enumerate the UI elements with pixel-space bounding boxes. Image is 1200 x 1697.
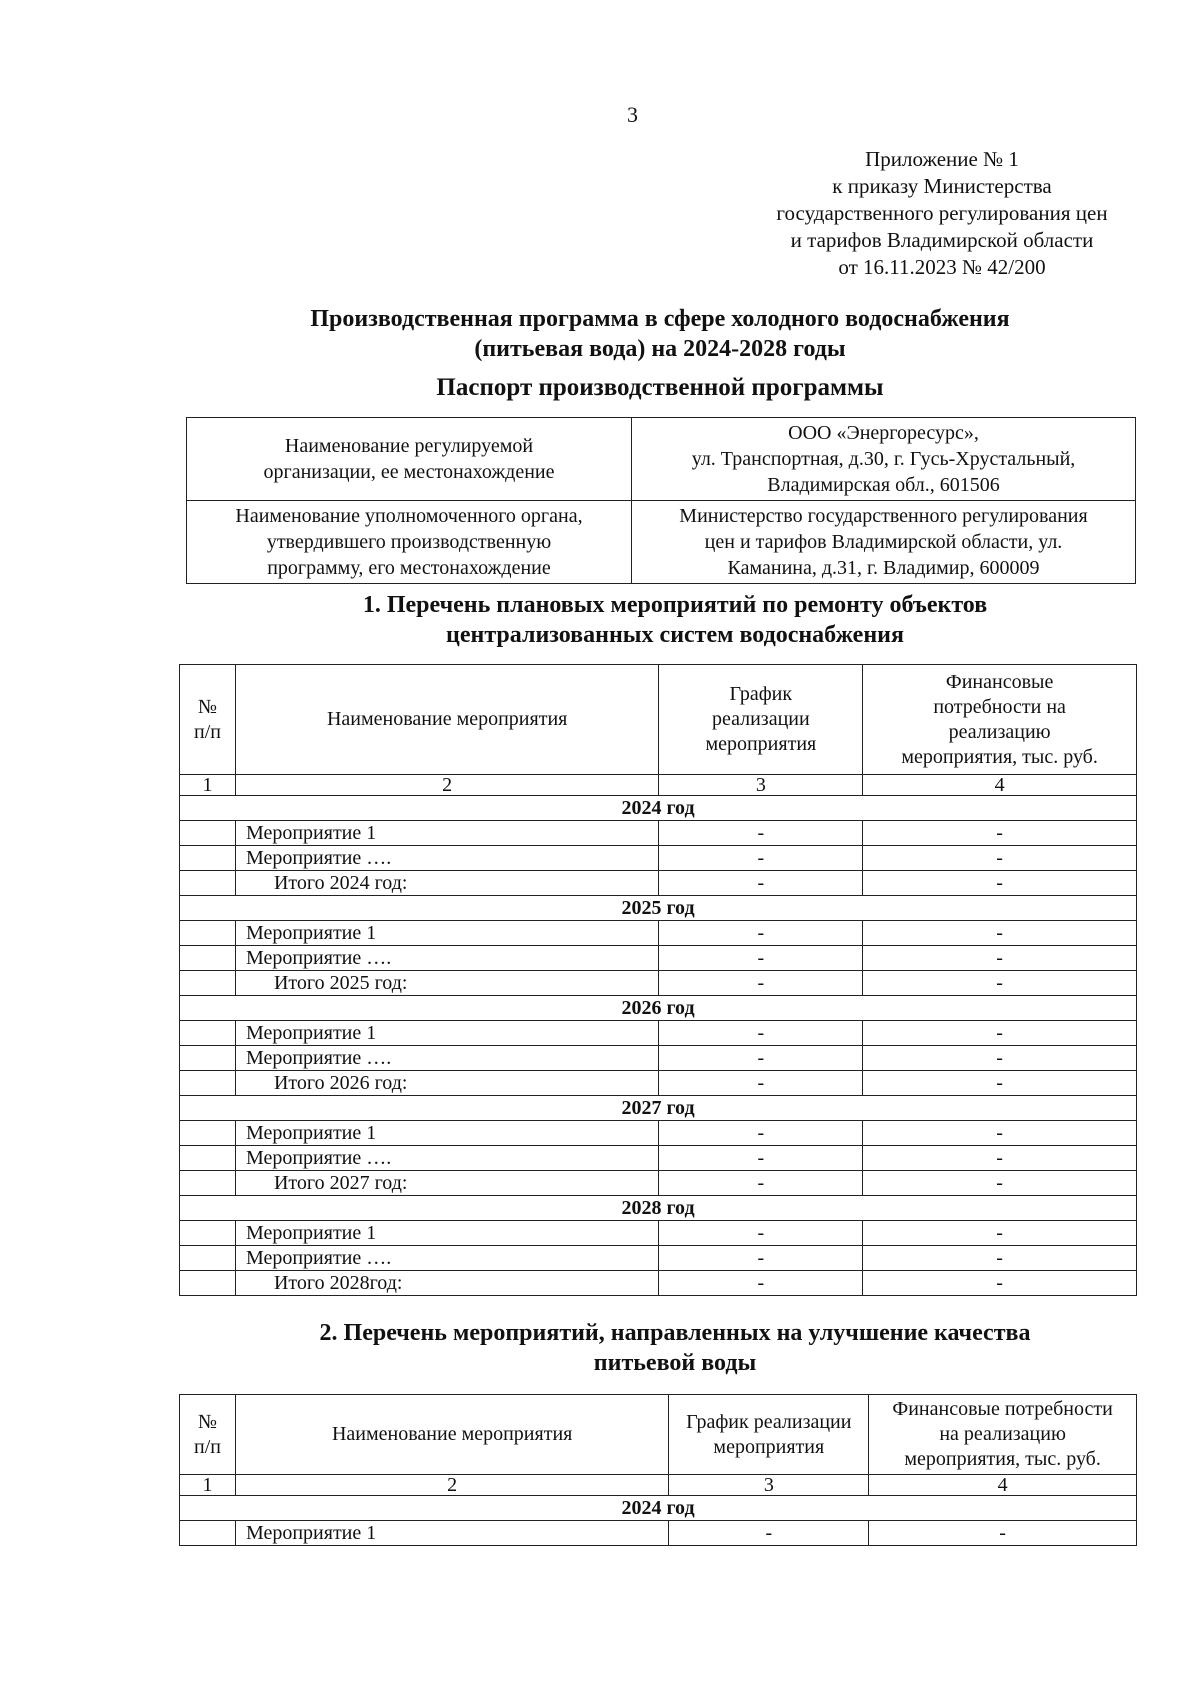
col-number: 4	[863, 775, 1137, 796]
total-finance: -	[863, 871, 1137, 896]
total-label: Итого 2024 год:	[235, 871, 658, 896]
year-heading: 2024 год	[180, 1496, 1137, 1521]
finance-value: -	[863, 1021, 1137, 1046]
cell-line: Каманина, д.31, г. Владимир, 600009	[727, 557, 1040, 579]
table-row	[180, 1021, 1137, 1046]
cell-line: Министерство государственного регулирования	[679, 505, 1088, 527]
passport-label-cell	[187, 418, 632, 501]
table-row	[180, 1146, 1137, 1171]
finance-value: -	[863, 1046, 1137, 1071]
col-number: 2	[235, 1475, 668, 1496]
activity-name: Мероприятие 1	[235, 821, 658, 846]
schedule-value: -	[659, 921, 863, 946]
cell-line: Наименование регулируемой	[284, 435, 534, 457]
section-title-line: централизованных систем водоснабжения	[446, 622, 904, 648]
row-number-cell	[180, 946, 236, 971]
col-number: 1	[180, 1475, 236, 1496]
year-row	[180, 896, 1137, 921]
cell-line: №	[197, 695, 218, 718]
year-heading: 2025 год	[180, 896, 1137, 921]
finance-value: -	[863, 1246, 1137, 1271]
total-label: Итого 2028год:	[235, 1271, 658, 1296]
table-row	[180, 1121, 1137, 1146]
table-row	[180, 946, 1137, 971]
cell-line: потребности на	[933, 695, 1066, 718]
cell-line: ООО «Энергоресурс»,	[788, 422, 979, 444]
cell-line: утвердившего производственную	[266, 531, 552, 553]
appendix-line: Приложение № 1	[865, 147, 1019, 171]
col-number: 1	[180, 775, 236, 796]
activity-name: Мероприятие 1	[235, 1521, 668, 1546]
row-number-cell	[180, 1146, 236, 1171]
finance-value: -	[869, 1521, 1137, 1546]
cell-line: №	[197, 1410, 218, 1433]
table-row	[180, 1521, 1137, 1546]
total-schedule: -	[659, 1171, 863, 1196]
header-finance	[869, 1395, 1137, 1475]
total-label: Итого 2026 год:	[235, 1071, 658, 1096]
finance-value: -	[863, 846, 1137, 871]
year-row	[180, 1096, 1137, 1121]
row-number-cell	[180, 1246, 236, 1271]
cell-line: цен и тарифов Владимирской области, ул.	[704, 531, 1063, 553]
page-number: 3	[627, 102, 638, 127]
schedule-value: -	[659, 1221, 863, 1246]
table-row	[180, 1246, 1137, 1271]
schedule-value: -	[659, 1021, 863, 1046]
cell-line: мероприятия, тыс. руб.	[901, 745, 1098, 768]
year-heading: 2028 год	[180, 1196, 1137, 1221]
activity-name: Мероприятие 1	[235, 921, 658, 946]
row-number-cell	[180, 1021, 236, 1046]
schedule-value: -	[659, 1246, 863, 1271]
row-number-cell	[180, 1121, 236, 1146]
activity-name: Мероприятие 1	[235, 1021, 658, 1046]
cell-line: программу, его местонахождение	[267, 557, 551, 579]
cell-line: Владимирская обл., 601506	[767, 474, 1000, 496]
table-row	[180, 921, 1137, 946]
total-label: Итого 2027 год:	[235, 1171, 658, 1196]
year-row	[180, 1196, 1137, 1221]
row-number-cell	[180, 871, 236, 896]
total-row	[180, 1071, 1137, 1096]
cell-line: График реализации	[686, 1410, 852, 1433]
activity-name: Мероприятие ….	[235, 1146, 658, 1171]
total-finance: -	[863, 1171, 1137, 1196]
table-header-row	[180, 1395, 1137, 1475]
header-finance	[863, 665, 1137, 775]
table-row	[180, 846, 1137, 871]
cell-line: п/п	[193, 1435, 221, 1458]
appendix-line: от 16.11.2023 № 42/200	[838, 255, 1046, 279]
row-number-cell	[180, 846, 236, 871]
activity-name: Мероприятие ….	[235, 846, 658, 871]
total-finance: -	[863, 1271, 1137, 1296]
schedule-value: -	[659, 1146, 863, 1171]
cell-line: Финансовые потребности	[892, 1398, 1113, 1420]
section-title-line: 2. Перечень мероприятий, направленных на улучшение качества	[319, 1320, 1031, 1346]
section-title-line: 1. Перечень плановых мероприятий по ремонту объектов	[362, 592, 988, 618]
year-row	[180, 796, 1137, 821]
year-heading: 2026 год	[180, 996, 1137, 1021]
total-schedule: -	[659, 871, 863, 896]
document-title-line: Производственная программа в сфере холодного водоснабжения	[310, 306, 1010, 332]
year-row	[180, 1496, 1137, 1521]
cell-line: реализации	[711, 708, 810, 730]
appendix-block	[752, 146, 1132, 281]
total-schedule: -	[659, 1271, 863, 1296]
activity-name: Мероприятие 1	[235, 1221, 658, 1246]
passport-title: Паспорт производственной программы	[436, 374, 884, 401]
document-title-line: (питьевая вода) на 2024-2028 годы	[474, 336, 846, 362]
schedule-value: -	[659, 1121, 863, 1146]
header-num	[180, 665, 236, 775]
year-heading: 2024 год	[180, 796, 1137, 821]
activity-name: Мероприятие ….	[235, 1046, 658, 1071]
document-title	[175, 304, 1145, 364]
header-name: Наименование мероприятия	[235, 665, 658, 775]
repair-activities-table	[179, 664, 1137, 1296]
table-row	[180, 821, 1137, 846]
section2-title	[200, 1318, 1150, 1378]
cell-line: организации, ее местонахождение	[263, 461, 555, 483]
cell-line: п/п	[193, 720, 221, 743]
total-row	[180, 1171, 1137, 1196]
finance-value: -	[863, 921, 1137, 946]
passport-value-cell	[632, 418, 1136, 501]
schedule-value: -	[659, 1046, 863, 1071]
total-schedule: -	[659, 971, 863, 996]
cell-line: на реализацию	[939, 1423, 1066, 1445]
row-number-cell	[180, 821, 236, 846]
table-row	[180, 1046, 1137, 1071]
finance-value: -	[863, 1221, 1137, 1246]
row-number-cell	[180, 1071, 236, 1096]
row-number-cell	[180, 1521, 236, 1546]
cell-line: реализацию	[948, 720, 1051, 743]
cell-line: мероприятия	[713, 1435, 825, 1458]
finance-value: -	[863, 1146, 1137, 1171]
total-row	[180, 1271, 1137, 1296]
appendix-line: к приказу Министерства	[832, 174, 1052, 198]
total-finance: -	[863, 971, 1137, 996]
schedule-value: -	[659, 846, 863, 871]
column-number-row	[180, 1475, 1137, 1496]
total-label: Итого 2025 год:	[235, 971, 658, 996]
col-number: 3	[669, 1475, 869, 1496]
schedule-value: -	[659, 821, 863, 846]
schedule-value: -	[659, 946, 863, 971]
passport-table	[186, 417, 1136, 584]
schedule-value: -	[669, 1521, 869, 1546]
water-quality-table	[179, 1394, 1137, 1546]
table-row	[180, 1221, 1137, 1246]
year-row	[180, 996, 1137, 1021]
appendix-line: государственного регулирования цен	[776, 201, 1108, 225]
row-number-cell	[180, 921, 236, 946]
passport-row	[187, 501, 1136, 584]
cell-line: мероприятия	[705, 733, 817, 755]
col-number: 2	[235, 775, 658, 796]
row-number-cell	[180, 971, 236, 996]
cell-line: мероприятия, тыс. руб.	[904, 1448, 1101, 1470]
appendix-line: и тарифов Владимирской области	[790, 228, 1094, 252]
passport-value-cell	[632, 501, 1136, 584]
finance-value: -	[863, 946, 1137, 971]
row-number-cell	[180, 1271, 236, 1296]
activity-name: Мероприятие 1	[235, 1121, 658, 1146]
cell-line: График	[729, 683, 793, 705]
col-number: 3	[659, 775, 863, 796]
section-title-line: питьевой воды	[593, 1350, 757, 1376]
year-heading: 2027 год	[180, 1096, 1137, 1121]
total-finance: -	[863, 1071, 1137, 1096]
passport-label-cell	[187, 501, 632, 584]
section1-title	[200, 590, 1150, 650]
header-num	[180, 1395, 236, 1475]
finance-value: -	[863, 821, 1137, 846]
row-number-cell	[180, 1221, 236, 1246]
col-number: 4	[869, 1475, 1137, 1496]
header-name: Наименование мероприятия	[235, 1395, 668, 1475]
finance-value: -	[863, 1121, 1137, 1146]
cell-line: Наименование уполномоченного органа,	[235, 505, 583, 527]
header-schedule	[669, 1395, 869, 1475]
total-schedule: -	[659, 1071, 863, 1096]
cell-line: ул. Транспортная, д.30, г. Гусь-Хрустальный,	[691, 448, 1076, 470]
row-number-cell	[180, 1046, 236, 1071]
passport-row	[187, 418, 1136, 501]
total-row	[180, 871, 1137, 896]
activity-name: Мероприятие ….	[235, 946, 658, 971]
table-header-row	[180, 665, 1137, 775]
cell-line: Финансовые	[945, 670, 1054, 693]
header-schedule	[659, 665, 863, 775]
column-number-row	[180, 775, 1137, 796]
activity-name: Мероприятие ….	[235, 1246, 658, 1271]
total-row	[180, 971, 1137, 996]
row-number-cell	[180, 1171, 236, 1196]
